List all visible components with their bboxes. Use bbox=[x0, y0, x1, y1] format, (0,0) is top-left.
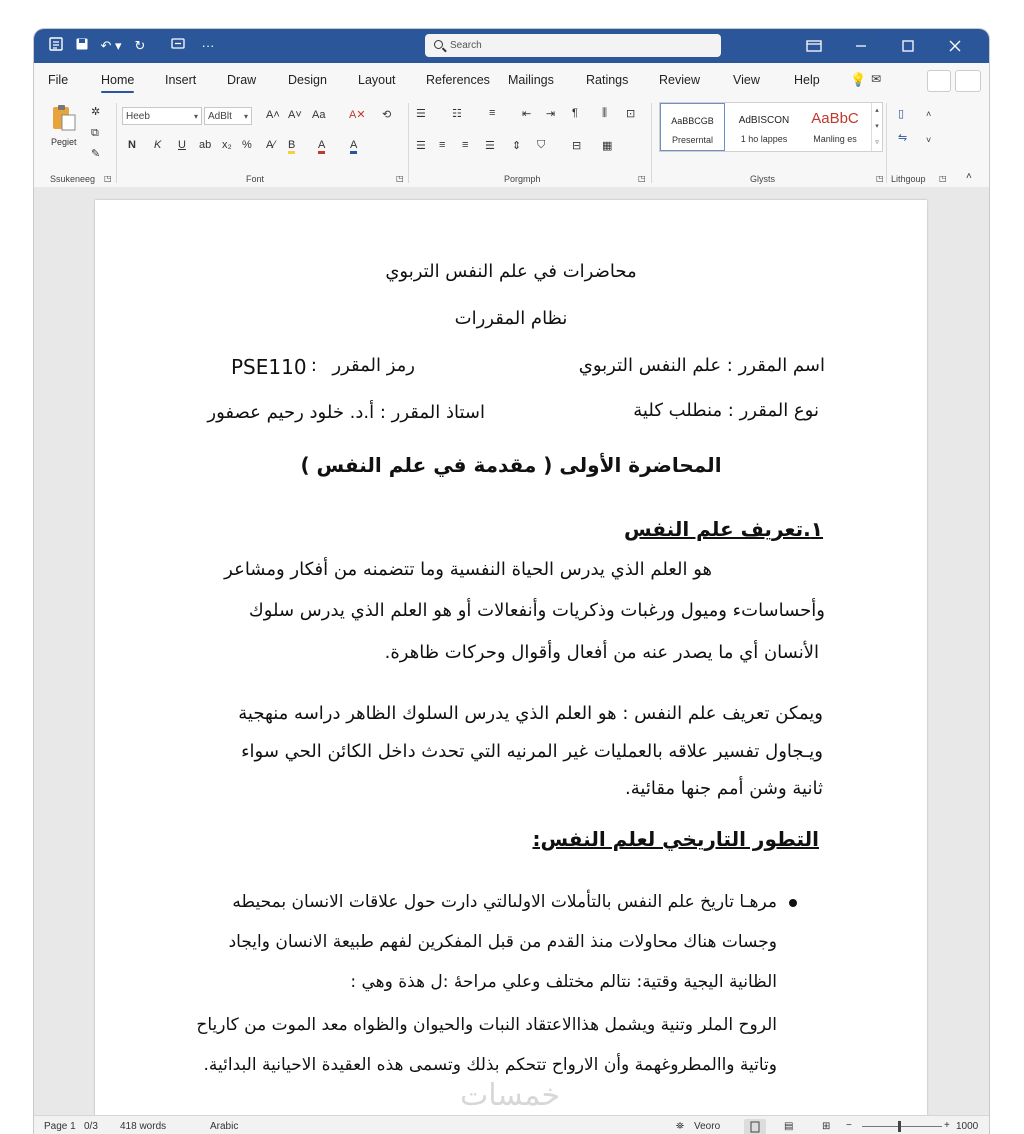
text-effects-icon[interactable]: A∕ bbox=[266, 139, 276, 151]
strikethrough-icon[interactable]: ab bbox=[199, 139, 212, 151]
page-indicator[interactable]: Page 1 bbox=[44, 1121, 76, 1132]
ribbon bbox=[34, 97, 989, 188]
font-color-icon[interactable]: A bbox=[318, 139, 325, 151]
para-1-line-1: هو العلم الذي يدرس الحياة النفسية وما تتضمنه من أفكار ومشاعر bbox=[224, 559, 712, 580]
paragraph-launcher-icon[interactable]: ◳ bbox=[638, 174, 646, 183]
find-icon[interactable]: ▯ bbox=[898, 108, 905, 120]
para-1-line-2: وأحساساتء وميول ورغبات وذكريات وأنفعالات أو هو العلم الذي يدرس سلوك bbox=[248, 600, 825, 621]
course-type: نوع المقرر : منطلب كلية bbox=[633, 400, 819, 421]
styles-pane-icon[interactable]: ⟲ bbox=[382, 109, 392, 121]
lightbulb-icon[interactable]: 💡 bbox=[850, 72, 867, 87]
style-sample: AaBBCGB bbox=[671, 116, 714, 126]
word-window bbox=[34, 29, 989, 1134]
style-sample: AdBISCON bbox=[738, 115, 790, 126]
font-group-label: Font bbox=[246, 174, 265, 184]
table-icon[interactable]: ▦ bbox=[602, 140, 613, 152]
comments-icon[interactable]: ✉ bbox=[871, 72, 882, 86]
tab-review[interactable]: Review bbox=[659, 73, 700, 87]
font-color-2-icon[interactable]: A bbox=[350, 139, 357, 151]
watermark-logo: خمسات bbox=[459, 1078, 561, 1113]
subscript-icon[interactable]: x₂ bbox=[222, 139, 232, 151]
copy-icon[interactable]: ⧉ bbox=[91, 127, 99, 139]
borders-icon[interactable]: ⊟ bbox=[572, 140, 582, 152]
course-code: PSE110 bbox=[231, 355, 307, 379]
tab-file[interactable]: File bbox=[48, 73, 69, 87]
style-name: 1 ho lappes bbox=[740, 134, 788, 144]
collapse-ribbon-icon[interactable]: ˄ bbox=[966, 171, 972, 182]
ribbon-display-icon[interactable] bbox=[805, 37, 823, 55]
para-3-line-1: الروح الملر وتنية ويشمل هذاالاعتقاد النبات والحيوان والظواه معد الموت من كارياح bbox=[196, 1015, 777, 1035]
increase-indent-icon[interactable]: ⇥ bbox=[546, 108, 556, 120]
editing-launcher-icon[interactable]: ◳ bbox=[939, 174, 947, 183]
present-icon[interactable] bbox=[168, 36, 188, 56]
title-line-1: محاضرات في علم النفس التربوي bbox=[385, 261, 637, 282]
document-area bbox=[34, 187, 989, 1117]
share-button[interactable] bbox=[955, 70, 981, 92]
focus-label[interactable]: Veoro bbox=[694, 1121, 721, 1132]
style-name: Manling es bbox=[813, 134, 857, 144]
para-1-line-3: الأنسان أي ما يصدر عنه من أفعال وأقوال وحركات ظاهرة. bbox=[384, 642, 819, 663]
zoom-slider[interactable] bbox=[862, 1126, 942, 1127]
undo-icon[interactable]: ↶ ▾ bbox=[100, 38, 122, 53]
sort-icon[interactable]: ⫼ bbox=[602, 107, 608, 119]
editing-expand-icon[interactable]: ˄ bbox=[926, 109, 932, 119]
align-center-icon[interactable]: ≡ bbox=[439, 139, 446, 151]
paste-label: Pegiet bbox=[51, 137, 77, 147]
course-teacher: استاذ المقرر : أ.د. خلود رحيم عصفور bbox=[207, 402, 485, 423]
language-indicator[interactable]: Arabic bbox=[210, 1121, 239, 1132]
multilevel-icon[interactable]: ≡ bbox=[489, 107, 496, 119]
redo-icon[interactable]: ↻ bbox=[134, 38, 146, 53]
decrease-indent-icon[interactable]: ⇤ bbox=[522, 108, 532, 120]
tab-layout[interactable]: Layout bbox=[358, 73, 396, 87]
tab-design[interactable]: Design bbox=[288, 73, 327, 87]
styles-scroll[interactable]: ▴ ▾ ▿ bbox=[871, 103, 882, 151]
zoom-in-icon[interactable]: + bbox=[944, 1120, 950, 1131]
lecture-title: المحاضرة الأولى ( مقدمة في علم النفس ) bbox=[300, 453, 722, 477]
highlight-icon[interactable]: B bbox=[288, 139, 295, 151]
para-3-line-2: وتاتية واالمطروغهمة وأن الارواح تتحكم بذلك وتسمى هذه العقيدة الاحيانية البدائية. bbox=[203, 1055, 777, 1075]
shrink-font-icon[interactable]: A˅ bbox=[288, 109, 302, 121]
maximize-button[interactable] bbox=[899, 37, 917, 55]
document-page[interactable] bbox=[95, 200, 927, 1130]
title-bar bbox=[34, 29, 989, 63]
section-1-heading: ١.تعريف علم النفس bbox=[623, 517, 823, 541]
font-launcher-icon[interactable]: ◳ bbox=[396, 174, 404, 183]
show-marks-icon[interactable]: ⊡ bbox=[626, 108, 636, 120]
bullet-line-3: الظانية اليجية وقتية: نتالم مختلف وعلي مراحهٔ :ل هذة وهي : bbox=[350, 972, 777, 992]
underline-icon[interactable]: U bbox=[178, 139, 186, 151]
list-icon[interactable] bbox=[46, 36, 66, 56]
page-count: 0/3 bbox=[84, 1121, 98, 1132]
clipboard-launcher-icon[interactable]: ◳ bbox=[104, 174, 112, 183]
paste-icon[interactable] bbox=[50, 103, 78, 133]
menu-bar bbox=[34, 63, 989, 97]
change-case-button[interactable]: Aa bbox=[312, 109, 326, 121]
zoom-slider-thumb[interactable] bbox=[898, 1121, 901, 1132]
bullet-line-2: وجسات هناك محاولات منذ القدم من قبل المفكرين لفهم طبيعة الانسان وايجاد bbox=[228, 932, 777, 952]
bullet-icon bbox=[789, 899, 797, 907]
para-2-line-1: ويمكن تعريف علم النفس : هو العلم الذي يدرس السلوك الظاهر دراسه منهجية bbox=[238, 703, 823, 724]
search-input[interactable] bbox=[425, 34, 721, 57]
clipboard-group-label: Ssukeneeg bbox=[50, 174, 96, 184]
font-name-combo[interactable]: Heeb ▾ bbox=[122, 107, 202, 125]
styles-group-label: Glysts bbox=[750, 174, 776, 184]
para-2-line-3: ثانية وشن أمم جنها مقائية. bbox=[625, 778, 823, 799]
style-normal[interactable] bbox=[660, 103, 725, 151]
divider bbox=[116, 103, 117, 183]
format-painter-icon[interactable]: ✲ bbox=[91, 106, 101, 118]
focus-icon[interactable]: ⛯ bbox=[676, 1121, 684, 1132]
paragraph-group-label: Porgmph bbox=[504, 174, 541, 184]
editing-group-label: Lithgoup bbox=[891, 174, 926, 184]
clear-format-icon[interactable]: A✕ bbox=[349, 109, 366, 121]
section-2-heading: التطور التاريخي لعلم النفس: bbox=[532, 827, 819, 851]
justify-icon[interactable]: ☰ bbox=[485, 140, 495, 152]
editing-dropdown-icon[interactable]: ˅ bbox=[926, 135, 932, 145]
search-label: Search bbox=[450, 40, 482, 51]
search-icon bbox=[434, 40, 443, 49]
tab-view[interactable]: View bbox=[733, 73, 760, 87]
comment-button[interactable] bbox=[927, 70, 951, 92]
italic-icon[interactable]: K bbox=[154, 139, 162, 151]
style-name: Preserntal bbox=[671, 135, 714, 145]
para-2-line-2: ويـجاول تفسير علاقه بالعمليات غير المرنيه التي تحدث داخل الكائن الحي سواء bbox=[241, 741, 823, 762]
style-nospacing[interactable] bbox=[728, 103, 800, 151]
word-count[interactable]: 418 words bbox=[120, 1121, 167, 1132]
ltr-icon[interactable]: ¶ bbox=[572, 107, 578, 119]
shading-icon[interactable]: ⛉ bbox=[537, 139, 546, 151]
read-mode-icon[interactable]: ⊞ bbox=[822, 1121, 831, 1132]
align-right-icon[interactable]: ≡ bbox=[462, 139, 469, 151]
close-button[interactable] bbox=[946, 37, 964, 55]
tab-mailings[interactable]: Mailings bbox=[508, 73, 554, 87]
grow-font-icon[interactable]: A˄ bbox=[266, 109, 280, 121]
replace-icon[interactable]: ⇋ bbox=[898, 132, 908, 144]
more-icon[interactable]: ··· bbox=[201, 38, 215, 53]
course-code-label: رمز المقرر bbox=[332, 355, 415, 376]
divider bbox=[408, 103, 409, 183]
tab-home[interactable]: Home bbox=[101, 73, 135, 87]
align-left-icon[interactable]: ☰ bbox=[416, 140, 426, 152]
course-code-sep: : bbox=[310, 355, 317, 376]
line-spacing-icon[interactable]: ⇕ bbox=[512, 140, 522, 152]
tab-ratings[interactable]: Ratings bbox=[586, 73, 629, 87]
tab-draw[interactable]: Draw bbox=[227, 73, 257, 87]
tab-help[interactable]: Help bbox=[794, 73, 820, 87]
numbering-icon[interactable]: ☷ bbox=[452, 108, 462, 120]
course-name: اسم المقرر : علم النفس التربوي bbox=[578, 355, 825, 376]
minimize-button[interactable] bbox=[852, 37, 870, 55]
tab-references[interactable]: References bbox=[426, 73, 490, 87]
font-size-combo[interactable]: AdBlt ▾ bbox=[204, 107, 252, 125]
divider bbox=[651, 103, 652, 183]
style-sample: AaBbC bbox=[811, 110, 859, 127]
tab-insert[interactable]: Insert bbox=[165, 73, 197, 87]
bold-icon[interactable]: N bbox=[128, 139, 136, 151]
save-icon[interactable] bbox=[72, 36, 92, 56]
styles-gallery bbox=[659, 102, 883, 152]
bullets-icon[interactable]: ☰ bbox=[416, 108, 426, 120]
web-layout-icon[interactable]: ▤ bbox=[784, 1121, 794, 1132]
percent-icon[interactable]: % bbox=[242, 139, 252, 151]
zoom-level[interactable]: 1000 bbox=[956, 1121, 979, 1132]
brush-icon[interactable]: ✎ bbox=[91, 148, 101, 160]
divider bbox=[886, 103, 887, 183]
zoom-out-icon[interactable]: − bbox=[846, 1120, 852, 1131]
styles-launcher-icon[interactable]: ◳ bbox=[876, 174, 884, 183]
bullet-line-1: مرهـا تاريخ علم النفس بالتأملات الاولىالتي دارت حول علاقات الانسان بمحيطه bbox=[232, 892, 777, 912]
style-heading1[interactable] bbox=[800, 103, 870, 151]
print-layout-button[interactable] bbox=[744, 1119, 766, 1134]
title-line-2: نظام المقررات bbox=[454, 308, 568, 329]
